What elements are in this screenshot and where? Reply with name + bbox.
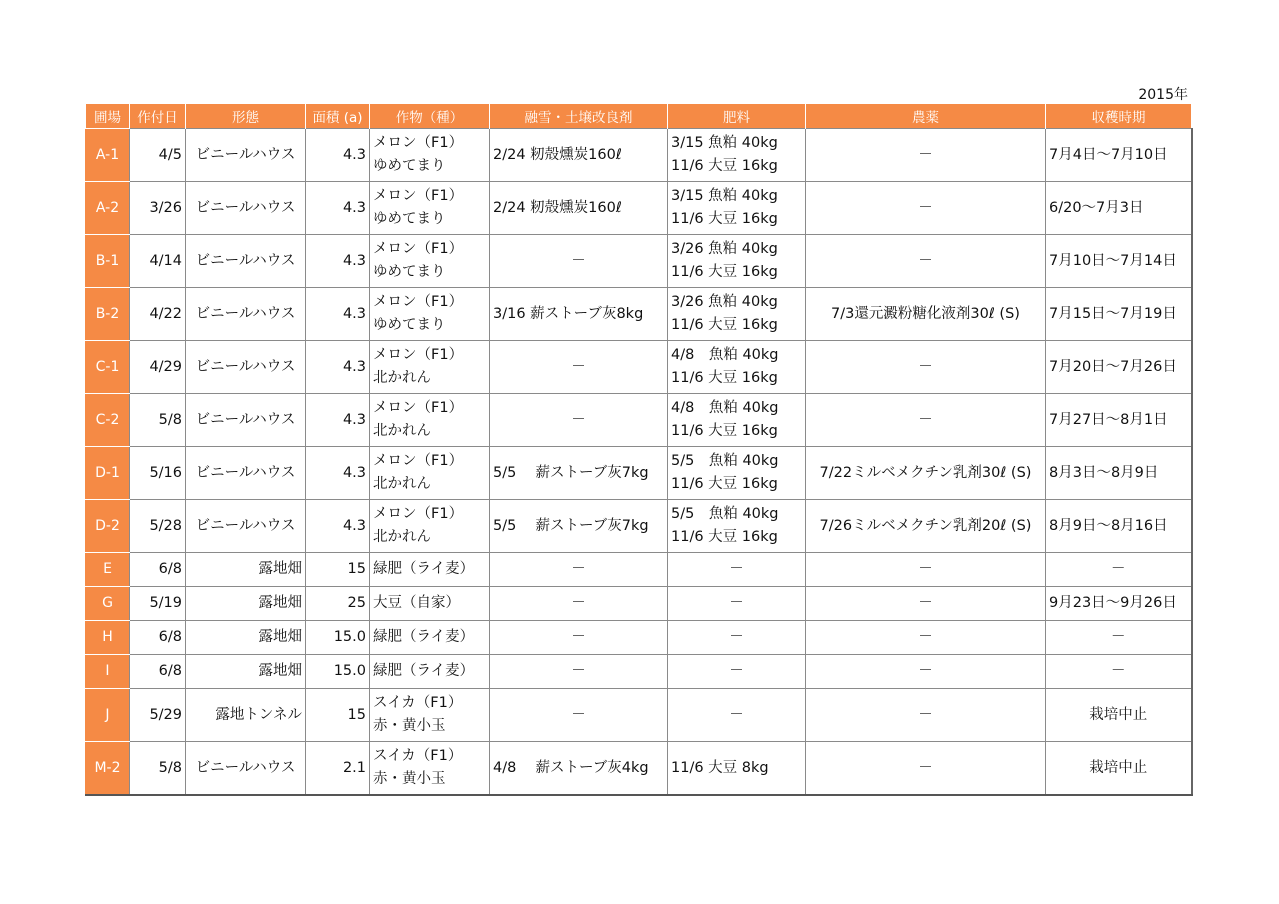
- cell-pesticide: [806, 689, 1046, 742]
- cell-pesticide-text: －: [918, 759, 933, 776]
- cell-fertilizer: [668, 288, 806, 341]
- cell-date-text: 5/28: [149, 517, 182, 534]
- cell-crop: [370, 655, 490, 689]
- cell-date: [130, 655, 186, 689]
- cell-field: [86, 689, 130, 742]
- cell-field: [86, 447, 130, 500]
- table-row: [86, 587, 1192, 621]
- cell-date-text: 5/8: [158, 411, 182, 428]
- cell-date: [130, 394, 186, 447]
- cell-fertilizer: [668, 182, 806, 235]
- cell-area-text: 4.3: [342, 305, 366, 322]
- cell-pesticide: [806, 341, 1046, 394]
- cell-pesticide: [806, 553, 1046, 587]
- cell-type: [186, 655, 306, 689]
- cell-pesticide: [806, 587, 1046, 621]
- cell-crop-text: ゆめてまり: [373, 317, 446, 333]
- cell-crop-text: メロン（F1）: [373, 400, 464, 416]
- cell-soil-text: 5/5 薪ストーブ灰7kg: [493, 464, 649, 481]
- cell-crop: [370, 553, 490, 587]
- cell-fertilizer-text: －: [729, 663, 744, 679]
- cell-harvest: [1046, 447, 1192, 500]
- cell-harvest-text: 8月3日～8月9日: [1049, 464, 1159, 481]
- cell-date-text: 4/14: [149, 252, 182, 269]
- cell-date-text: 4/22: [149, 305, 182, 322]
- table-row: [86, 689, 1192, 742]
- header-harvest: 収穫時期: [1046, 104, 1192, 129]
- table-row: [86, 621, 1192, 655]
- cell-type: [186, 288, 306, 341]
- cell-fertilizer: [668, 621, 806, 655]
- cell-date-text: 6/8: [158, 561, 182, 577]
- cell-pesticide-text: －: [918, 561, 933, 577]
- cell-harvest-text: 9月23日～9月26日: [1049, 595, 1177, 611]
- cell-fertilizer-text: 3/15 魚粕 40kg: [671, 135, 778, 151]
- cell-crop-text: 北かれん: [373, 529, 431, 545]
- cell-type: [186, 182, 306, 235]
- cell-harvest: [1046, 621, 1192, 655]
- cell-date-text: 5/29: [149, 706, 182, 723]
- cell-field-text: I: [105, 663, 110, 679]
- cell-soil-text: －: [571, 358, 586, 375]
- cell-date-text: 5/19: [149, 595, 182, 611]
- cell-soil: [490, 655, 668, 689]
- cell-pesticide: [806, 742, 1046, 796]
- cell-type-text: 露地畑: [258, 595, 302, 611]
- table-body: [86, 129, 1192, 796]
- cell-crop-text: 北かれん: [373, 423, 431, 439]
- cell-type: [186, 500, 306, 553]
- cell-harvest: [1046, 742, 1192, 796]
- table-row: [86, 129, 1192, 182]
- cell-type-text: 露地畑: [258, 663, 302, 679]
- cell-area: [306, 341, 370, 394]
- cell-crop-text: スイカ（F1）: [373, 748, 463, 764]
- header-type: 形態: [186, 104, 306, 129]
- cell-field-text: H: [102, 629, 113, 645]
- cell-soil-text: －: [571, 561, 586, 577]
- cell-type: [186, 447, 306, 500]
- cell-fertilizer-text: 5/5 魚粕 40kg: [671, 453, 779, 469]
- cell-pesticide-text: 7/3還元澱粉糖化液剤30ℓ (S): [831, 305, 1020, 322]
- table-row: [86, 288, 1192, 341]
- cell-crop-text: 緑肥（ライ麦）: [373, 561, 475, 577]
- cell-area-text: 4.3: [342, 411, 366, 428]
- cell-area: [306, 235, 370, 288]
- cell-type-text: ビニールハウス: [195, 517, 296, 534]
- cell-date-text: 6/8: [158, 663, 182, 679]
- cell-date: [130, 742, 186, 796]
- cell-harvest-text: 8月9日～8月16日: [1049, 517, 1168, 534]
- cell-harvest: [1046, 341, 1192, 394]
- cell-type-text: ビニールハウス: [195, 358, 296, 375]
- cell-soil: [490, 621, 668, 655]
- cell-crop: [370, 621, 490, 655]
- cell-harvest-text: 6/20～7月3日: [1049, 199, 1144, 216]
- cell-harvest: [1046, 587, 1192, 621]
- cell-harvest: [1046, 500, 1192, 553]
- cell-soil-text: 5/5 薪ストーブ灰7kg: [493, 517, 649, 534]
- cell-area: [306, 742, 370, 796]
- cell-field: [86, 129, 130, 182]
- cell-harvest: [1046, 235, 1192, 288]
- cell-area-text: 4.3: [342, 146, 366, 163]
- cell-crop-text: メロン（F1）: [373, 506, 464, 522]
- cell-type-text: 露地トンネル: [215, 706, 302, 723]
- header-date: 作付日: [130, 104, 186, 129]
- cultivation-table: [85, 104, 1193, 796]
- cell-pesticide-text: －: [918, 146, 933, 163]
- cell-crop: [370, 394, 490, 447]
- cell-field: [86, 742, 130, 796]
- cell-area: [306, 182, 370, 235]
- cell-soil: [490, 447, 668, 500]
- header-row: [86, 104, 1192, 129]
- cell-type-text: ビニールハウス: [195, 252, 296, 269]
- cell-field-text: A-1: [95, 146, 120, 163]
- cell-field-text: J: [105, 706, 110, 723]
- cell-crop-text: メロン（F1）: [373, 294, 464, 310]
- cell-fertilizer: [668, 655, 806, 689]
- cell-soil-text: 2/24 籾殻燻炭160ℓ: [493, 199, 622, 216]
- cell-crop-text: 北かれん: [373, 476, 431, 492]
- cell-date: [130, 689, 186, 742]
- cell-soil-text: 4/8 薪ストーブ灰4kg: [493, 759, 649, 776]
- cell-area-text: 2.1: [342, 759, 366, 776]
- cell-area-text: 4.3: [342, 199, 366, 216]
- cell-date: [130, 500, 186, 553]
- cell-harvest-text: －: [1111, 561, 1126, 577]
- cell-crop: [370, 500, 490, 553]
- cell-field: [86, 288, 130, 341]
- cell-type-text: 露地畑: [258, 629, 302, 645]
- cell-soil-text: 2/24 籾殻燻炭160ℓ: [493, 146, 622, 163]
- cell-fertilizer-text: －: [729, 595, 744, 611]
- cell-fertilizer-text: －: [729, 706, 744, 723]
- cell-field-text: C-2: [95, 411, 120, 428]
- cell-soil: [490, 587, 668, 621]
- cell-crop: [370, 182, 490, 235]
- cell-type: [186, 742, 306, 796]
- cell-fertilizer: [668, 742, 806, 796]
- cell-fertilizer-text: 4/8 魚粕 40kg: [671, 347, 779, 363]
- cell-soil: [490, 500, 668, 553]
- cell-date: [130, 621, 186, 655]
- cell-harvest: [1046, 182, 1192, 235]
- cell-crop: [370, 689, 490, 742]
- cell-field-text: B-1: [95, 252, 120, 269]
- cell-pesticide: [806, 621, 1046, 655]
- cell-field-text: E: [103, 561, 112, 577]
- cell-area: [306, 553, 370, 587]
- cell-crop-text: メロン（F1）: [373, 453, 464, 469]
- cell-date: [130, 587, 186, 621]
- cell-crop: [370, 129, 490, 182]
- cell-crop-text: ゆめてまり: [373, 211, 446, 227]
- cell-fertilizer-text: 4/8 魚粕 40kg: [671, 400, 779, 416]
- cell-fertilizer: [668, 587, 806, 621]
- cell-type: [186, 621, 306, 655]
- header-pesticide: 農薬: [806, 104, 1046, 129]
- table-row: [86, 553, 1192, 587]
- cell-crop-text: 北かれん: [373, 370, 431, 386]
- cell-fertilizer-text: 3/15 魚粕 40kg: [671, 188, 778, 204]
- cell-type: [186, 587, 306, 621]
- cell-crop-text: メロン（F1）: [373, 188, 464, 204]
- cell-soil: [490, 288, 668, 341]
- cell-area-text: 4.3: [342, 517, 366, 534]
- cell-crop-text: メロン（F1）: [373, 347, 464, 363]
- cell-field: [86, 394, 130, 447]
- cell-type: [186, 394, 306, 447]
- cell-field: [86, 655, 130, 689]
- cell-area: [306, 655, 370, 689]
- cell-type: [186, 235, 306, 288]
- cell-fertilizer-text: 11/6 大豆 16kg: [671, 211, 778, 227]
- cell-pesticide: [806, 182, 1046, 235]
- header-area: 面積 (a): [306, 104, 370, 129]
- cell-crop-text: 赤・黄小玉: [373, 718, 446, 734]
- cell-soil: [490, 394, 668, 447]
- cell-type-text: ビニールハウス: [195, 464, 296, 481]
- cell-type-text: ビニールハウス: [195, 411, 296, 428]
- cell-crop-text: ゆめてまり: [373, 264, 446, 280]
- table-row: [86, 182, 1192, 235]
- cell-harvest: [1046, 689, 1192, 742]
- cell-harvest: [1046, 553, 1192, 587]
- cell-date-text: 6/8: [158, 629, 182, 645]
- cell-area-text: 15: [347, 706, 366, 723]
- cell-date-text: 4/29: [149, 358, 182, 375]
- cell-fertilizer-text: 5/5 魚粕 40kg: [671, 506, 779, 522]
- header-crop: 作物（種）: [370, 104, 490, 129]
- cell-pesticide: [806, 235, 1046, 288]
- cell-area: [306, 129, 370, 182]
- cell-field-text: C-1: [95, 358, 120, 375]
- cell-crop-text: メロン（F1）: [373, 241, 464, 257]
- cell-harvest-text: 7月20日～7月26日: [1049, 358, 1177, 375]
- cell-soil-text: －: [571, 663, 586, 679]
- cell-fertilizer: [668, 129, 806, 182]
- cell-fertilizer: [668, 500, 806, 553]
- table-row: [86, 447, 1192, 500]
- cell-pesticide: [806, 129, 1046, 182]
- cell-soil: [490, 182, 668, 235]
- cell-date-text: 5/8: [158, 759, 182, 776]
- cell-type: [186, 553, 306, 587]
- cell-pesticide-text: －: [918, 411, 933, 428]
- cell-area-text: 15: [347, 561, 366, 577]
- table-row: [86, 655, 1192, 689]
- cell-area: [306, 394, 370, 447]
- cell-area: [306, 447, 370, 500]
- cell-pesticide-text: －: [918, 663, 933, 679]
- cell-type-text: ビニールハウス: [195, 146, 296, 163]
- table-row: [86, 742, 1192, 796]
- cell-field-text: G: [102, 595, 113, 611]
- cell-date-text: 3/26: [149, 199, 182, 216]
- cell-area-text: 15.0: [333, 663, 366, 679]
- cell-field: [86, 341, 130, 394]
- cell-fertilizer: [668, 235, 806, 288]
- cell-area: [306, 500, 370, 553]
- cell-pesticide-text: －: [918, 199, 933, 216]
- cell-date: [130, 235, 186, 288]
- year-label: 2015年: [1138, 87, 1188, 103]
- table-row: [86, 394, 1192, 447]
- cell-field-text: D-1: [95, 464, 120, 481]
- cell-soil: [490, 341, 668, 394]
- cell-harvest: [1046, 394, 1192, 447]
- cell-crop: [370, 235, 490, 288]
- cell-type: [186, 129, 306, 182]
- header-fertilizer: 肥料: [668, 104, 806, 129]
- cell-fertilizer: [668, 553, 806, 587]
- cell-fertilizer-text: 11/6 大豆 16kg: [671, 317, 778, 333]
- cell-soil-text: －: [571, 706, 586, 723]
- cell-crop: [370, 288, 490, 341]
- cell-date: [130, 129, 186, 182]
- cell-pesticide-text: －: [918, 629, 933, 645]
- cell-harvest-text: －: [1111, 663, 1126, 679]
- cell-soil: [490, 689, 668, 742]
- cell-soil-text: －: [571, 595, 586, 611]
- cell-crop-text: スイカ（F1）: [373, 695, 463, 711]
- cell-fertilizer-text: 11/6 大豆 16kg: [671, 423, 778, 439]
- cell-soil: [490, 553, 668, 587]
- cell-pesticide-text: －: [918, 358, 933, 375]
- cell-fertilizer: [668, 341, 806, 394]
- cell-date: [130, 553, 186, 587]
- cell-crop: [370, 341, 490, 394]
- cell-crop-text: メロン（F1）: [373, 135, 464, 151]
- cell-pesticide-text: －: [918, 252, 933, 269]
- cell-crop: [370, 587, 490, 621]
- cell-type-text: 露地畑: [258, 561, 302, 577]
- cell-field-text: D-2: [95, 517, 120, 534]
- cell-harvest-text: 7月27日～8月1日: [1049, 411, 1168, 428]
- cell-field: [86, 621, 130, 655]
- cell-fertilizer: [668, 447, 806, 500]
- cell-pesticide-text: 7/26ミルベメクチン乳剤20ℓ (S): [819, 517, 1032, 534]
- cell-soil-text: －: [571, 629, 586, 645]
- cell-pesticide-text: 7/22ミルベメクチン乳剤30ℓ (S): [819, 464, 1032, 481]
- cell-pesticide: [806, 394, 1046, 447]
- cell-soil-text: 3/16 薪ストーブ灰8kg: [493, 305, 644, 322]
- cell-date-text: 4/5: [158, 146, 182, 163]
- cell-area: [306, 288, 370, 341]
- cell-crop-text: 緑肥（ライ麦）: [373, 629, 475, 645]
- cell-date-text: 5/16: [149, 464, 182, 481]
- cell-soil: [490, 129, 668, 182]
- cell-harvest-text: 栽培中止: [1089, 759, 1148, 776]
- cell-area-text: 25: [347, 595, 366, 611]
- cell-pesticide: [806, 500, 1046, 553]
- cell-pesticide: [806, 447, 1046, 500]
- cell-soil-text: －: [571, 411, 586, 428]
- cell-fertilizer: [668, 689, 806, 742]
- table-row: [86, 341, 1192, 394]
- cell-fertilizer: [668, 394, 806, 447]
- cell-date: [130, 447, 186, 500]
- cell-type: [186, 341, 306, 394]
- cell-crop-text: ゆめてまり: [373, 158, 446, 174]
- cell-type: [186, 689, 306, 742]
- cell-field-text: B-2: [95, 305, 120, 322]
- cell-pesticide: [806, 288, 1046, 341]
- cell-area-text: 4.3: [342, 464, 366, 481]
- cell-fertilizer-text: －: [729, 561, 744, 577]
- cell-date: [130, 182, 186, 235]
- cell-area: [306, 587, 370, 621]
- cell-harvest-text: 7月4日～7月10日: [1049, 146, 1168, 163]
- cell-type-text: ビニールハウス: [195, 199, 296, 216]
- cell-harvest: [1046, 288, 1192, 341]
- cell-field-text: M-2: [94, 759, 121, 776]
- cell-harvest-text: 栽培中止: [1089, 706, 1148, 723]
- cell-date: [130, 341, 186, 394]
- table-row: [86, 500, 1192, 553]
- cell-area: [306, 689, 370, 742]
- cell-fertilizer-text: 11/6 大豆 16kg: [671, 264, 778, 280]
- cell-crop-text: 緑肥（ライ麦）: [373, 663, 475, 679]
- cell-crop-text: 赤・黄小玉: [373, 771, 446, 787]
- table-row: [86, 235, 1192, 288]
- cell-date: [130, 288, 186, 341]
- cell-fertilizer-text: 11/6 大豆 16kg: [671, 370, 778, 386]
- cell-fertilizer-text: 11/6 大豆 16kg: [671, 529, 778, 545]
- cell-field: [86, 500, 130, 553]
- cell-crop-text: 大豆（自家）: [373, 595, 460, 611]
- cell-fertilizer-text: 3/26 魚粕 40kg: [671, 241, 778, 257]
- cell-field: [86, 587, 130, 621]
- cell-soil: [490, 742, 668, 796]
- cell-field: [86, 553, 130, 587]
- cell-soil-text: －: [571, 252, 586, 269]
- cell-harvest-text: 7月10日～7月14日: [1049, 252, 1177, 269]
- cell-field: [86, 182, 130, 235]
- cell-area-text: 15.0: [333, 629, 366, 645]
- cell-crop: [370, 742, 490, 796]
- cell-harvest: [1046, 129, 1192, 182]
- cell-harvest-text: －: [1111, 629, 1126, 645]
- cell-fertilizer-text: －: [729, 629, 744, 645]
- cell-pesticide-text: －: [918, 595, 933, 611]
- header-soil: 融雪・土壌改良剤: [490, 104, 668, 129]
- cell-crop: [370, 447, 490, 500]
- cell-harvest: [1046, 655, 1192, 689]
- cell-fertilizer-text: 11/6 大豆 8kg: [671, 759, 769, 776]
- cell-area-text: 4.3: [342, 358, 366, 375]
- cell-pesticide-text: －: [918, 706, 933, 723]
- cell-soil: [490, 235, 668, 288]
- cell-type-text: ビニールハウス: [195, 759, 296, 776]
- cell-pesticide: [806, 655, 1046, 689]
- header-field: 圃場: [86, 104, 130, 129]
- cell-fertilizer-text: 11/6 大豆 16kg: [671, 158, 778, 174]
- cell-type-text: ビニールハウス: [195, 305, 296, 322]
- cell-field-text: A-2: [95, 199, 120, 216]
- cell-fertilizer-text: 11/6 大豆 16kg: [671, 476, 778, 492]
- cell-area-text: 4.3: [342, 252, 366, 269]
- cell-field: [86, 235, 130, 288]
- cell-area: [306, 621, 370, 655]
- cell-harvest-text: 7月15日～7月19日: [1049, 305, 1177, 322]
- cell-fertilizer-text: 3/26 魚粕 40kg: [671, 294, 778, 310]
